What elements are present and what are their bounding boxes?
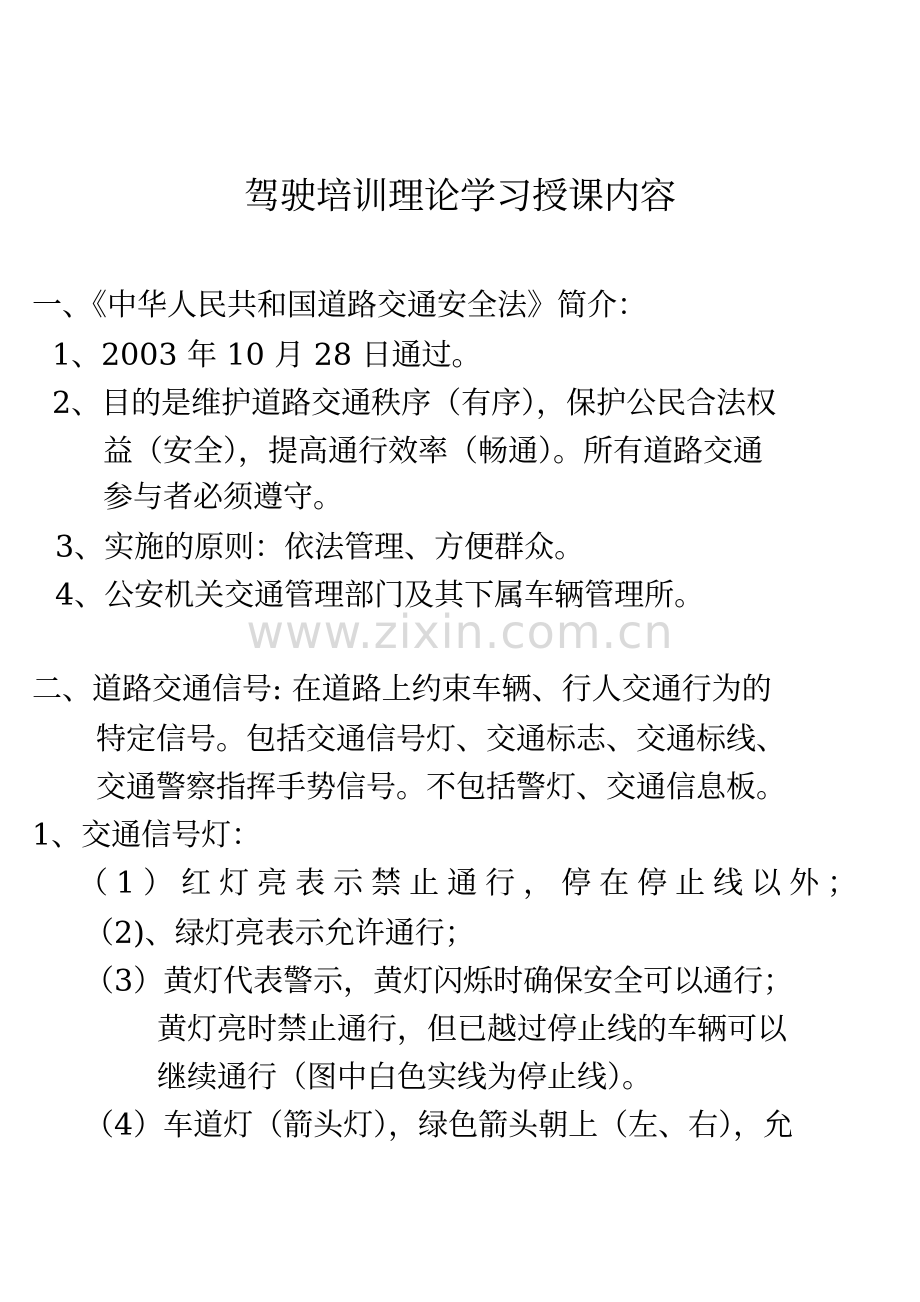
section1-item2-line2: 益（安全），提高通行效率（畅通）。所有道路交通 xyxy=(103,434,763,469)
section2-heading-line2: 特定信号。包括交通信号灯、交通标志、交通标线、 xyxy=(96,722,786,757)
section2-heading-line3: 交通警察指挥手势信号。不包括警灯、交通信息板。 xyxy=(96,770,786,805)
signal-point3-line2: 黄灯亮时禁止通行，但已越过停止线的车辆可以 xyxy=(157,1012,787,1047)
section1-heading: 一、《中华人民共和国道路交通安全法》简介： xyxy=(32,288,647,323)
section1-item2-line3: 参与者必须遵守。 xyxy=(103,480,343,515)
watermark: www.zixin.com.cn xyxy=(246,605,674,659)
signal-point4-line1: （4）车道灯（箭头灯），绿色箭头朝上（左、右），允 xyxy=(84,1108,794,1143)
signal-point3-line3: 继续通行（图中白色实线为停止线）。 xyxy=(157,1060,652,1095)
signal-point3-line1: （3）黄灯代表警示，黄灯闪烁时确保安全可以通行； xyxy=(84,964,794,999)
signal-point1: （1）红灯亮表示禁止通行，停在停止线以外； xyxy=(78,866,866,901)
section1-item1: 1、2003 年 10 月 28 日通过。 xyxy=(52,338,482,373)
section2-sub1-heading: 1、交通信号灯： xyxy=(32,818,262,853)
section1-item4: 4、公安机关交通管理部门及其下属车辆管理所。 xyxy=(55,578,705,613)
section1-item2-line1: 2、目的是维护道路交通秩序（有序），保护公民合法权 xyxy=(52,386,777,421)
section2-heading-line1: 二、道路交通信号: 在道路上约束车辆、行人交通行为的 xyxy=(32,672,772,707)
section1-item3: 3、实施的原则：依法管理、方便群众。 xyxy=(55,530,585,565)
signal-point2: （2)、绿灯亮表示允许通行； xyxy=(84,916,475,951)
document-title: 驾驶培训理论学习授课内容 xyxy=(243,176,676,217)
